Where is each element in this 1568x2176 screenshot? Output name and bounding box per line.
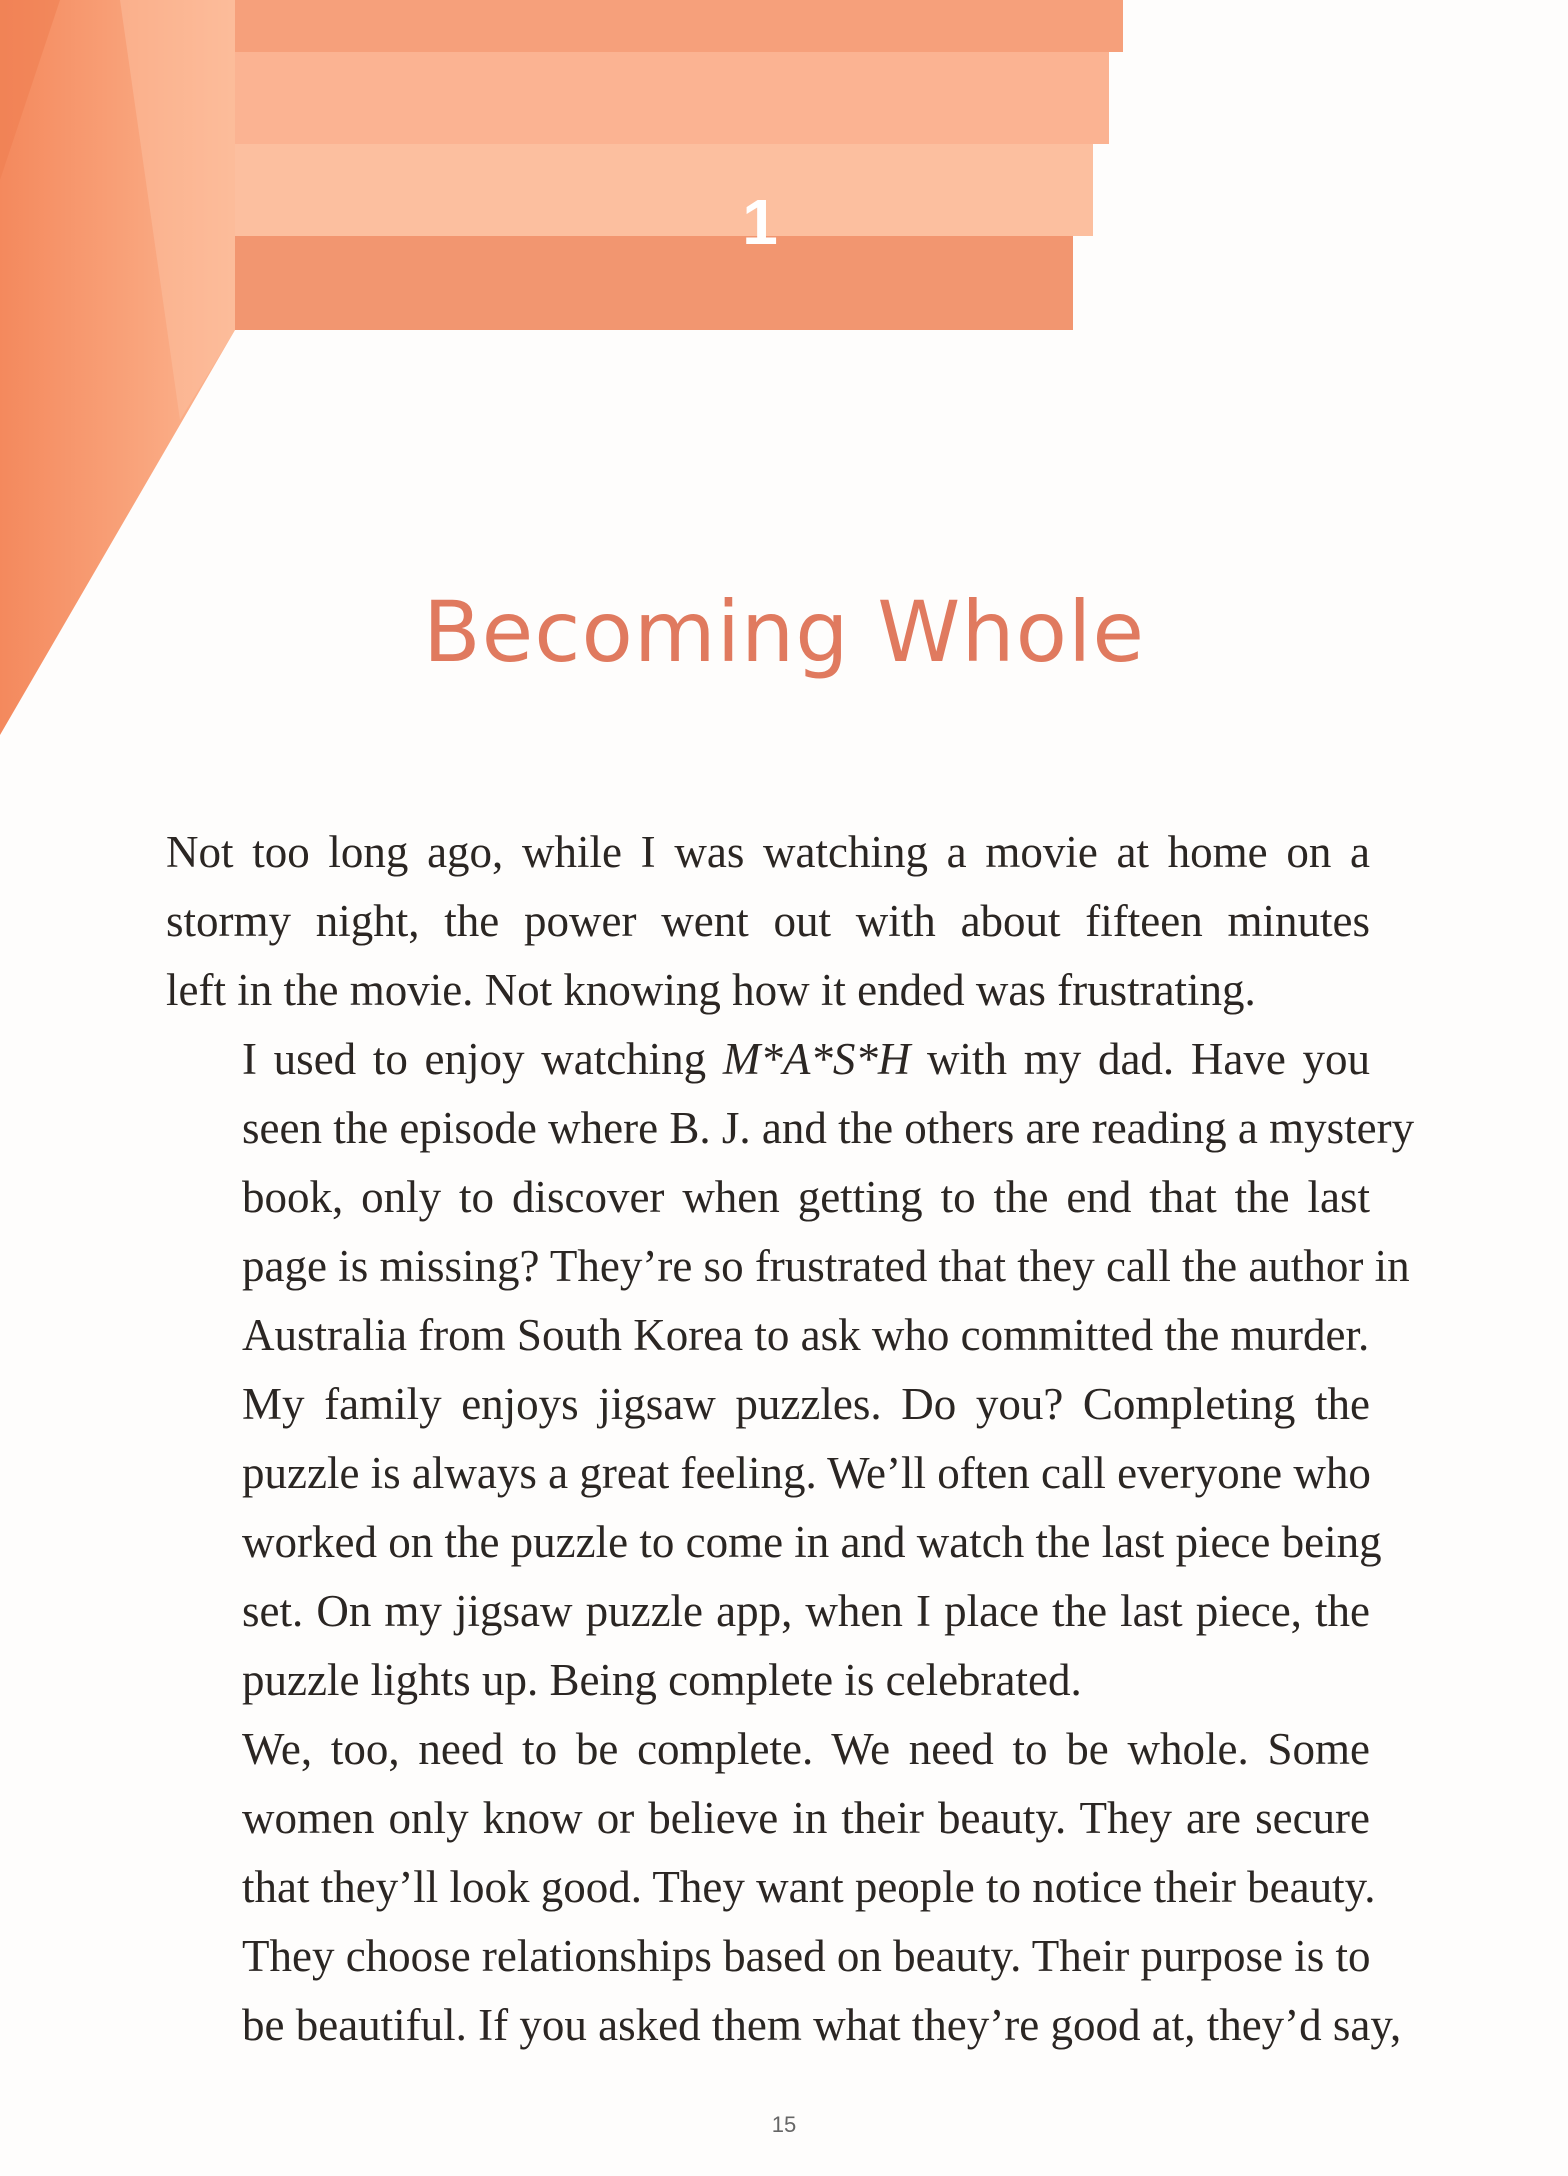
text-line: that they’ll look good. They want people to notice their beauty. <box>242 1862 1376 1912</box>
text-line: puzzle is always a great feeling. We’ll often call everyone who <box>242 1448 1371 1498</box>
stripe-1 <box>235 0 1123 52</box>
text-line: Not too long ago, while I was watching a movie at home on a <box>166 827 1370 877</box>
text-line: be beautiful. If you asked them what they’re good at, they’d say, <box>242 2000 1402 2050</box>
text-line: They choose relationships based on beauty. Their purpose is to <box>242 1931 1371 1981</box>
text-line: left in the movie. Not knowing how it ended was frustrating. <box>166 965 1256 1015</box>
text-run: with my dad. Have you <box>910 1034 1371 1084</box>
text-line <box>166 1025 1370 1094</box>
paragraph <box>166 1025 1415 1370</box>
show-title: M*A*S*H <box>722 1034 911 1084</box>
paragraph <box>166 1370 1382 1715</box>
text-line: My family enjoys jigsaw puzzles. Do you? Completing the <box>242 1379 1370 1429</box>
text-line: stormy night, the power went out with about fifteen minutes <box>166 896 1370 946</box>
text-line: puzzle lights up. Being complete is celebrated. <box>242 1655 1082 1705</box>
body-text <box>166 818 1415 2060</box>
page-number: 15 <box>771 2112 797 2137</box>
text-line: Australia from South Korea to ask who committed the murder. <box>242 1310 1370 1360</box>
paragraph <box>166 1715 1402 2060</box>
text-line: seen the episode where B. J. and the others are reading a mystery <box>242 1103 1415 1153</box>
stripe-3 <box>235 144 1093 236</box>
text-line: set. On my jigsaw puzzle app, when I place the last piece, the <box>242 1586 1370 1636</box>
text-line: page is missing? They’re so frustrated that they call the author in <box>242 1241 1410 1291</box>
paragraph <box>166 818 1370 1025</box>
text-line: women only know or believe in their beauty. They are secure <box>242 1793 1370 1843</box>
chapter-title: Becoming Whole <box>422 583 1145 681</box>
text-run: I used to enjoy watching <box>242 1034 723 1084</box>
text-line: book, only to discover when getting to the end that the last <box>242 1172 1370 1222</box>
chapter-number: 1 <box>742 186 778 258</box>
stripe-2 <box>235 52 1109 144</box>
stripe-4 <box>235 236 1073 330</box>
text-line: worked on the puzzle to come in and watch the last piece being <box>242 1517 1382 1567</box>
text-line: We, too, need to be complete. We need to be whole. Some <box>242 1724 1370 1774</box>
